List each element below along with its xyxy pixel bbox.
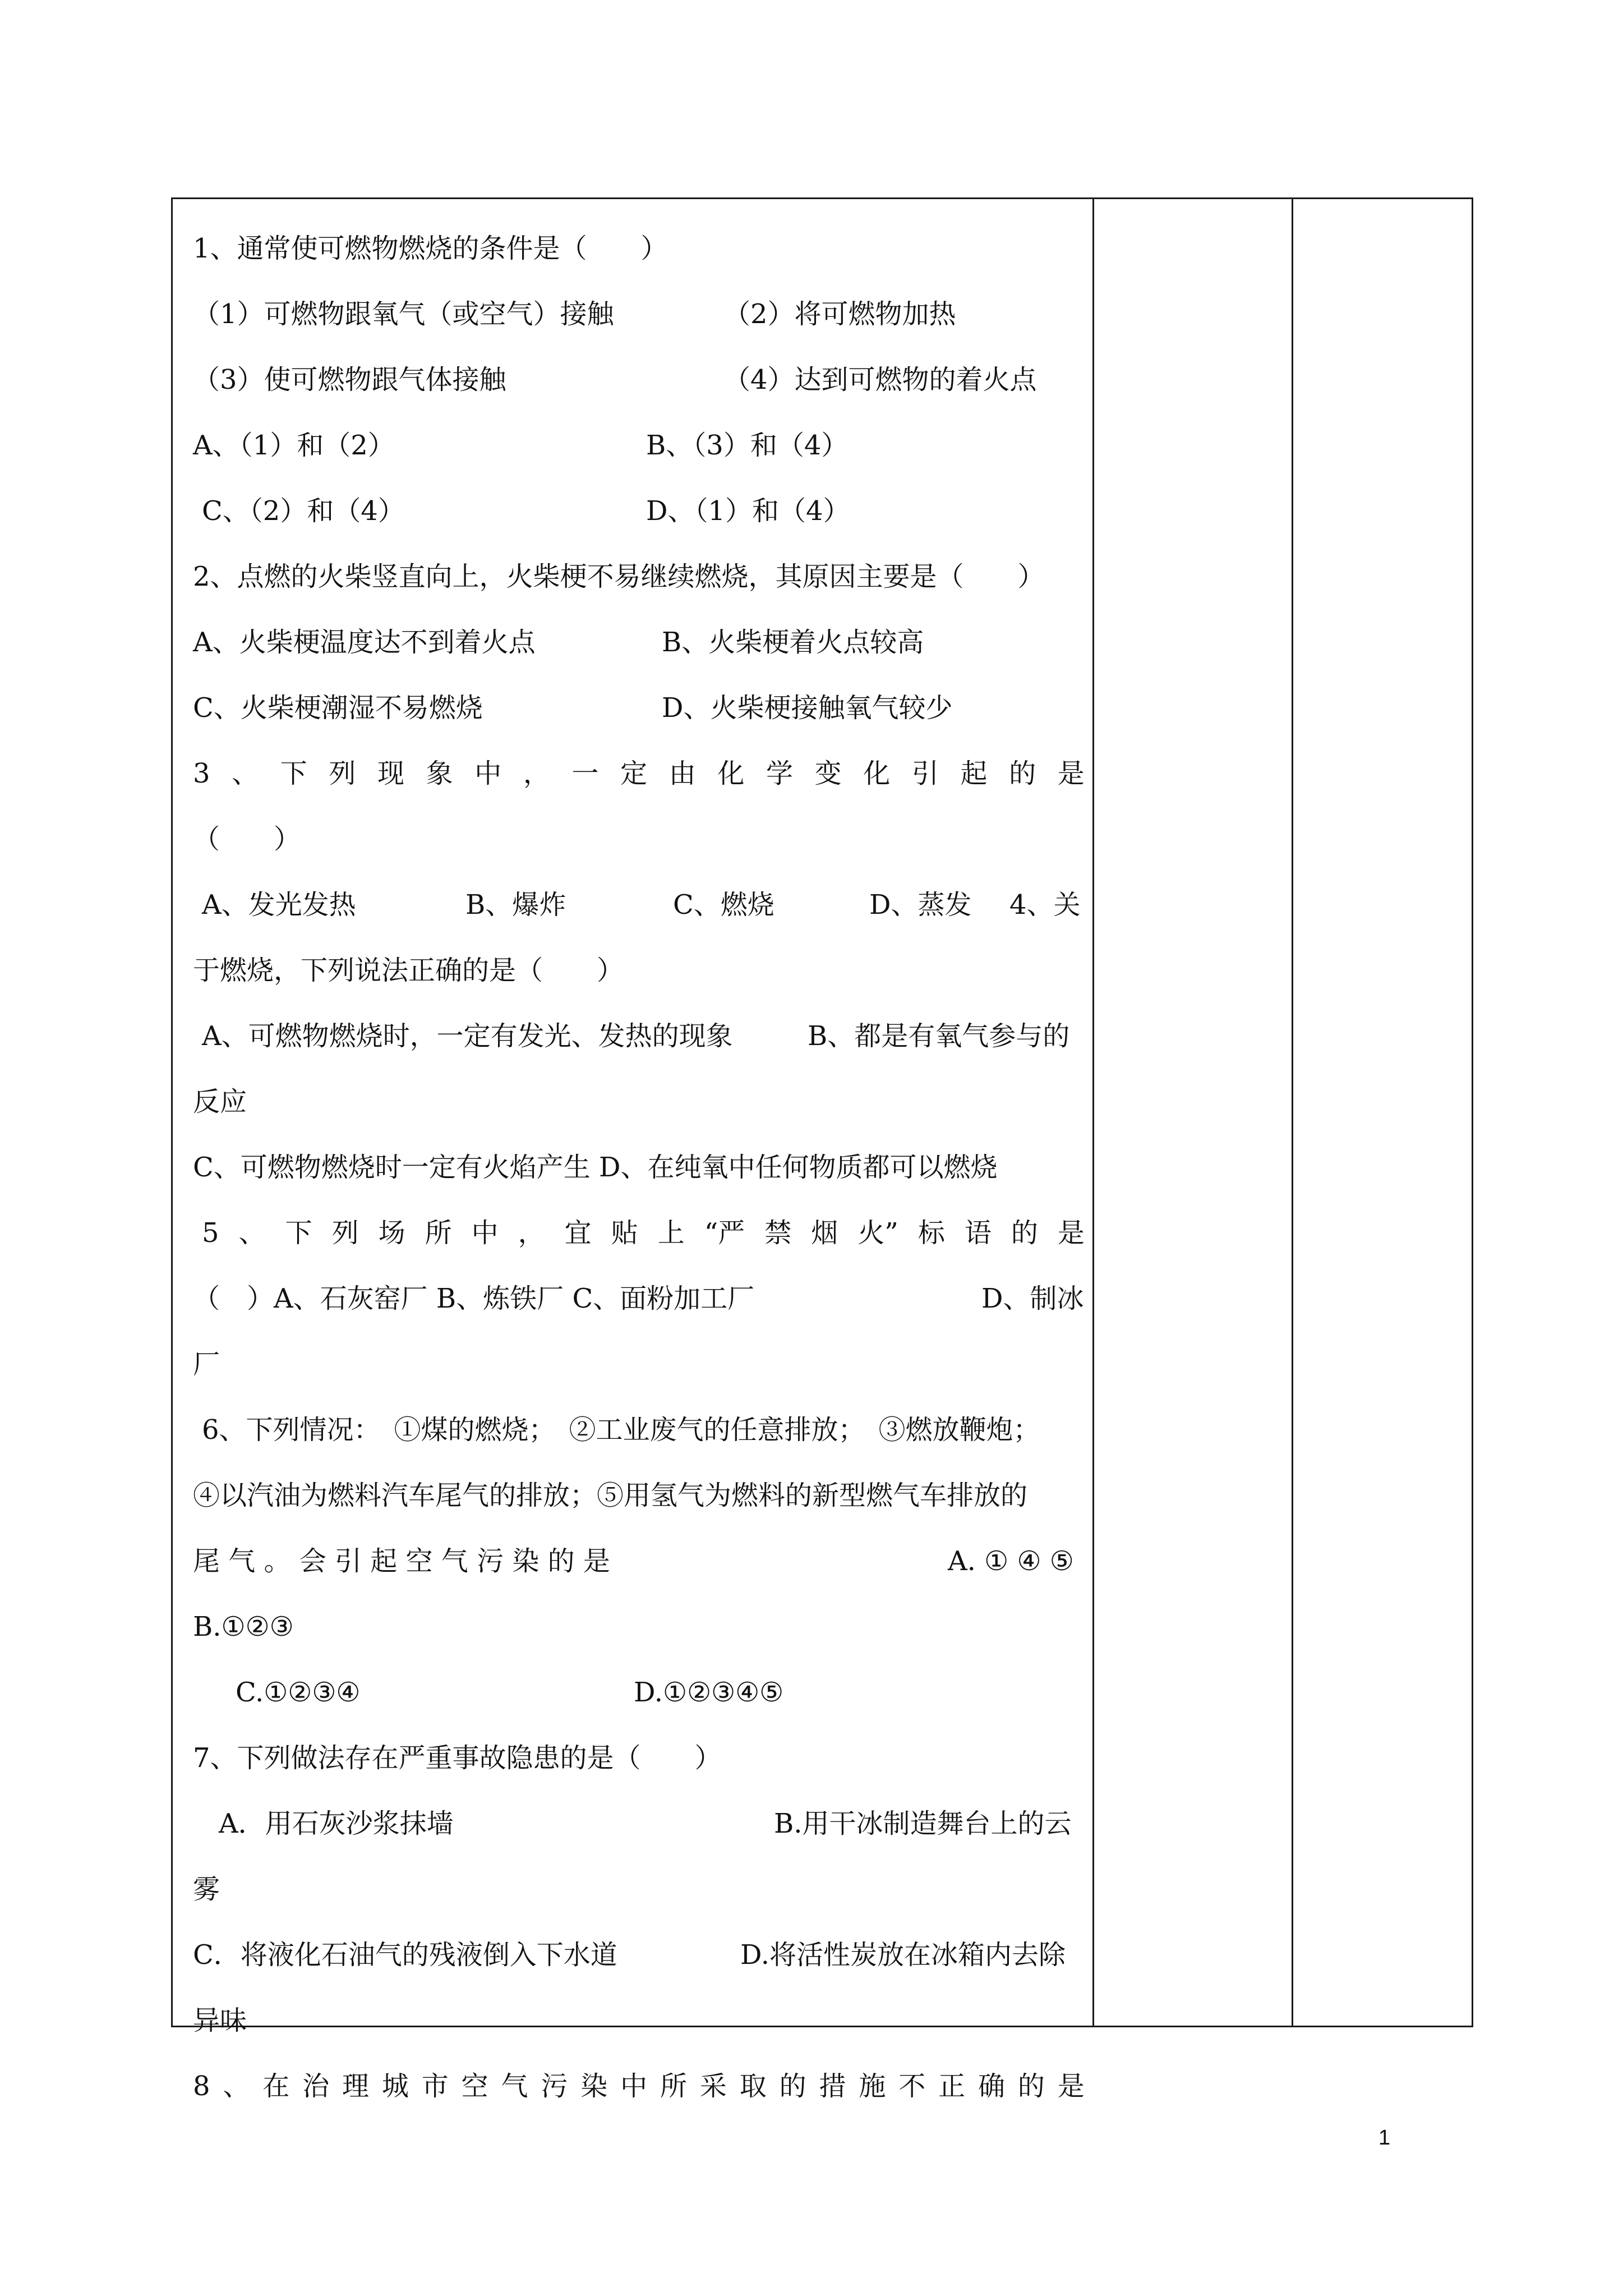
line-cell: B、爆炸: [465, 889, 566, 921]
line-char: 上: [657, 1217, 685, 1249]
line-text: C、可燃物燃烧时一定有火焰产生 D、在纯氧中任何物质都可以燃烧: [193, 1152, 998, 1183]
line-char: 火”: [857, 1217, 898, 1249]
question-line: [185, 1988, 1092, 2054]
line-char: 是: [1057, 1217, 1085, 1249]
line-char: 烟: [811, 1217, 838, 1249]
line-char: 城: [381, 2070, 409, 2102]
line-text: 雾: [193, 1874, 220, 1905]
question-line: [185, 1397, 1092, 1463]
line-char: “严: [704, 1217, 745, 1249]
line-cell: （1）可燃物跟氧气（或空气）接触: [193, 298, 614, 330]
line-char: 、: [232, 758, 259, 789]
line-text: 反应: [193, 1086, 247, 1117]
question-line: [185, 1726, 1092, 1791]
question-line: [185, 1529, 1092, 1594]
question-line: [185, 1004, 1092, 1069]
column-divider: [1292, 199, 1293, 2026]
question-line: [185, 610, 1092, 675]
question-line: [185, 478, 1092, 544]
line-cell: C．将液化石油气的残液倒入下水道: [193, 1939, 617, 1971]
line-cell: 4、关: [1009, 889, 1081, 921]
line-cell: C、（2）和（4）: [202, 495, 405, 527]
question-line: [185, 1135, 1092, 1200]
line-text: ④以汽油为燃料汽车尾气的排放；⑤用氢气为燃料的新型燃气车排放的: [193, 1480, 1028, 1511]
line-char: 污: [541, 2070, 568, 2102]
line-char: 染: [580, 2070, 608, 2102]
line-char: ，: [523, 758, 550, 789]
line-char: 取: [739, 2070, 767, 2102]
line-char: 列: [331, 1217, 359, 1249]
line-cell: D.①②③④⑤: [634, 1677, 784, 1708]
question-line: [185, 1922, 1092, 1988]
line-char: 正: [938, 2070, 966, 2102]
question-line: [185, 1069, 1092, 1135]
question-line: [185, 1266, 1092, 1332]
line-char: 采: [699, 2070, 727, 2102]
line-text: 7、下列做法存在严重事故隐患的是（ ）: [193, 1742, 722, 1774]
line-char: 标: [917, 1217, 945, 1249]
line-text: 于燃烧，下列说法正确的是（ ）: [193, 955, 624, 986]
line-char: 3: [193, 758, 210, 789]
question-line: [185, 1332, 1092, 1397]
line-text: 6、下列情况： ①煤的燃烧； ②工业废气的任意排放； ③燃放鞭炮；: [202, 1414, 1040, 1446]
line-char: 中: [471, 1217, 499, 1249]
page-number: 1: [1378, 2126, 1391, 2150]
line-cell: A、发光发热: [202, 889, 356, 921]
line-char: 措: [819, 2070, 846, 2102]
line-char: 所: [425, 1217, 452, 1249]
question-line: [185, 216, 1092, 282]
line-cell: D、（1）和（4）: [646, 495, 850, 527]
line-text: 2、点燃的火柴竖直向上，火柴梗不易继续燃烧，其原因主要是（ ）: [193, 561, 1045, 592]
line-char: 一: [571, 758, 599, 789]
line-text: 厂: [193, 1349, 220, 1380]
line-char: 学: [766, 758, 794, 789]
line-cell: 尾 气 。 会 引 起 空 气 污 染 的 是: [193, 1545, 610, 1577]
line-cell: （2）将可燃物加热: [723, 298, 956, 330]
line-char: 治: [302, 2070, 330, 2102]
line-char: 的: [1017, 2070, 1045, 2102]
question-line: [185, 1791, 1092, 1857]
line-cell: A、（1）和（2）: [193, 430, 395, 461]
question-line: [185, 1660, 1092, 1726]
question-line: [185, 872, 1092, 938]
line-char: 5: [202, 1217, 219, 1249]
line-char: 下: [280, 758, 307, 789]
line-char: 现: [377, 758, 405, 789]
line-cell: C.①②③④: [236, 1677, 361, 1708]
line-char: 中: [620, 2070, 648, 2102]
line-char: 变: [814, 758, 842, 789]
line-text: 1、通常使可燃物燃烧的条件是（ ）: [193, 233, 668, 264]
line-cell: C、火柴梗潮湿不易燃烧: [193, 692, 483, 724]
line-char: 引: [911, 758, 939, 789]
line-char: 定: [620, 758, 648, 789]
question-line: [185, 1200, 1092, 1266]
question-line: [185, 741, 1092, 807]
line-char: 由: [668, 758, 696, 789]
line-char: 理: [342, 2070, 370, 2102]
line-char: 禁: [764, 1217, 792, 1249]
line-cell: A、可燃物燃烧时，一定有发光、发热的现象: [202, 1020, 733, 1052]
question-table: [171, 197, 1473, 2102]
line-text: 异味: [193, 2005, 247, 2036]
line-char: 化: [717, 758, 745, 789]
line-char: 的: [1009, 758, 1036, 789]
questions-column: [173, 199, 1092, 2102]
line-char: 是: [1057, 758, 1085, 789]
line-char: 下: [285, 1217, 312, 1249]
line-char: 确: [978, 2070, 1006, 2102]
line-char: 场: [378, 1217, 405, 1249]
line-cell: A．用石灰沙浆抹墙: [219, 1808, 454, 1839]
line-cell: B、火柴梗着火点较高: [662, 627, 924, 658]
line-char: 空: [461, 2070, 488, 2102]
question-line: [185, 807, 1092, 872]
line-char: 列: [329, 758, 356, 789]
line-cell: D、制冰: [981, 1283, 1084, 1314]
line-char: 、: [223, 2070, 250, 2102]
line-char: 语: [964, 1217, 992, 1249]
question-line: [185, 1857, 1092, 1922]
question-line: [185, 1594, 1092, 1660]
line-cell: D.将活性炭放在冰箱内去除: [740, 1939, 1066, 1971]
line-cell: C、燃烧: [673, 889, 774, 921]
line-cell: B、都是有氧气参与的: [808, 1020, 1070, 1052]
line-cell: A、火柴梗温度达不到着火点: [193, 627, 536, 658]
line-text: B.①②③: [193, 1611, 294, 1642]
line-char: 中: [474, 758, 502, 789]
line-cell: A. ① ④ ⑤: [948, 1545, 1074, 1577]
line-char: 、: [238, 1217, 266, 1249]
line-cell: （ ）A、石灰窑厂 B、炼铁厂 C、面粉加工厂: [193, 1283, 755, 1314]
line-char: 宜: [564, 1217, 592, 1249]
line-cell: D、蒸发: [869, 889, 972, 921]
question-line: [185, 1463, 1092, 1529]
question-line: [185, 544, 1092, 610]
line-char: 象: [426, 758, 453, 789]
line-char: ，: [518, 1217, 545, 1249]
line-char: 的: [779, 2070, 806, 2102]
line-char: 8: [193, 2070, 210, 2102]
line-char: 是: [1057, 2070, 1085, 2102]
line-char: 贴: [611, 1217, 638, 1249]
question-line: [185, 347, 1092, 413]
question-line: [185, 675, 1092, 741]
line-text: （ ）: [193, 823, 301, 855]
line-cell: D、火柴梗接触氧气较少: [662, 692, 953, 724]
question-line: [185, 2054, 1092, 2119]
line-char: 不: [898, 2070, 926, 2102]
column-divider: [1092, 199, 1094, 2026]
line-char: 气: [501, 2070, 528, 2102]
line-char: 起: [960, 758, 988, 789]
line-char: 的: [1011, 1217, 1038, 1249]
line-char: 在: [262, 2070, 290, 2102]
line-cell: （3）使可燃物跟气体接触: [193, 364, 506, 395]
question-line: [185, 938, 1092, 1004]
question-line: [185, 413, 1092, 478]
line-char: 所: [660, 2070, 688, 2102]
line-cell: （4）达到可燃物的着火点: [723, 364, 1037, 395]
line-char: 施: [859, 2070, 886, 2102]
line-char: 市: [421, 2070, 449, 2102]
line-cell: B.用干冰制造舞台上的云: [774, 1808, 1072, 1839]
line-char: 化: [863, 758, 891, 789]
question-line: [185, 282, 1092, 347]
line-cell: B、（3）和（4）: [646, 430, 849, 461]
